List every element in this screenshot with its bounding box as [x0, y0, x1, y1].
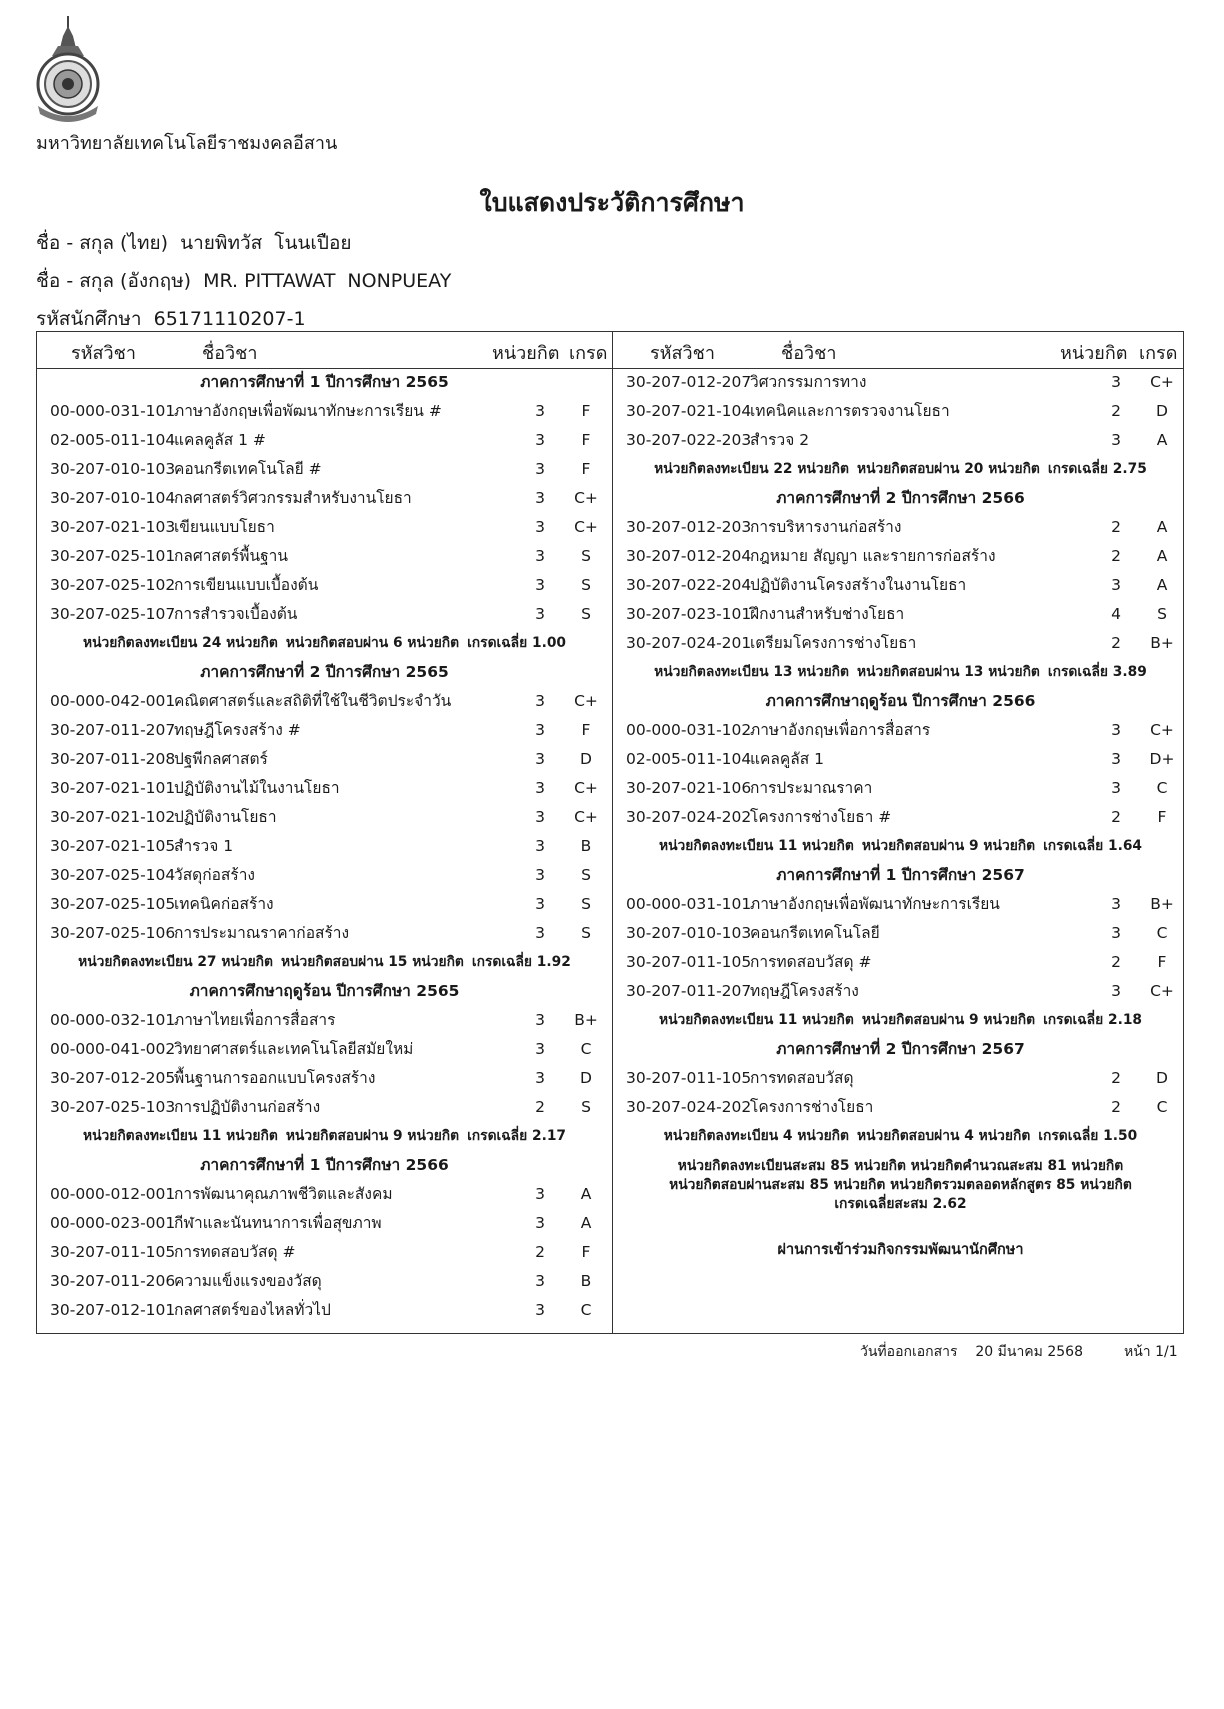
- course-name: พื้นฐานการออกแบบโครงสร้าง: [174, 1069, 376, 1087]
- course-row: [613, 803, 1188, 832]
- course-code: 30-207-025-107: [50, 605, 176, 623]
- course-credit: 3: [535, 431, 545, 449]
- course-name: การทดสอบวัสดุ #: [174, 1243, 296, 1261]
- summary-registered: หน่วยกิตลงทะเบียน 11 หน่วยกิต: [658, 838, 854, 854]
- term-header: ภาคการศึกษาที่ 1 ปีการศึกษา 2566: [200, 1156, 449, 1174]
- course-code: 30-207-011-207: [50, 721, 176, 739]
- course-name: ปฐพีกลศาสตร์: [174, 750, 268, 768]
- course-grade: D: [1156, 1069, 1168, 1087]
- course-credit: 3: [535, 1214, 545, 1232]
- cumulative-line-1: หน่วยกิตลงทะเบียนสะสม 85 หน่วยกิต หน่วยกิตคำนวณสะสม 81 หน่วยกิต: [677, 1158, 1124, 1174]
- course-code: 30-207-012-207: [626, 373, 752, 391]
- course-row: [37, 1209, 612, 1238]
- course-credit: 3: [535, 605, 545, 623]
- course-name: กลศาสตร์พื้นฐาน: [174, 547, 288, 565]
- course-grade: A: [1156, 576, 1168, 594]
- course-credit: 2: [1111, 1069, 1121, 1087]
- course-code: 30-207-025-101: [50, 547, 176, 565]
- course-grade: B+: [1150, 895, 1174, 913]
- summary-registered: หน่วยกิตลงทะเบียน 11 หน่วยกิต: [82, 1128, 278, 1144]
- name-english-label: ชื่อ - สกุล (อังกฤษ): [36, 270, 192, 292]
- header-course-code-right: รหัสวิชา: [650, 343, 715, 364]
- course-row: [37, 1267, 612, 1296]
- course-credit: 3: [1111, 750, 1121, 768]
- term-summary: [613, 1122, 1188, 1151]
- course-code: 30-207-012-203: [626, 518, 752, 536]
- course-grade: S: [581, 866, 591, 884]
- course-code: 00-000-023-001: [50, 1214, 176, 1232]
- course-row: [37, 1238, 612, 1267]
- course-credit: 2: [1111, 808, 1121, 826]
- course-code: 30-207-010-103: [50, 460, 176, 478]
- term-header: ภาคการศึกษาที่ 1 ปีการศึกษา 2565: [200, 373, 449, 391]
- course-grade: F: [1157, 953, 1167, 971]
- course-grade: C+: [574, 489, 598, 507]
- course-code: 30-207-021-105: [50, 837, 176, 855]
- course-row: [613, 948, 1188, 977]
- course-credit: 2: [535, 1098, 545, 1116]
- course-grade: D: [1156, 402, 1168, 420]
- summary-gpa: เกรดเฉลี่ย 2.75: [1047, 461, 1147, 477]
- term-header: ภาคการศึกษาที่ 2 ปีการศึกษา 2567: [776, 1040, 1025, 1058]
- course-row: [37, 1093, 612, 1122]
- cumulative-summary: [613, 1157, 1188, 1214]
- summary-gpa: เกรดเฉลี่ย 3.89: [1047, 664, 1147, 680]
- course-name: การทดสอบวัสดุ #: [750, 953, 872, 971]
- course-code: 30-207-021-102: [50, 808, 176, 826]
- course-name: เทคนิคก่อสร้าง: [174, 895, 274, 913]
- course-grade: C+: [574, 808, 598, 826]
- course-credit: 2: [1111, 402, 1121, 420]
- table-header-row: [37, 332, 1183, 369]
- course-credit: 3: [1111, 431, 1121, 449]
- course-credit: 3: [535, 924, 545, 942]
- course-row: [613, 1064, 1188, 1093]
- course-row: [613, 774, 1188, 803]
- course-credit: 3: [1111, 373, 1121, 391]
- document-title: ใบแสดงประวัติการศึกษา: [479, 188, 745, 217]
- course-name: วิทยาศาสตร์และเทคโนโลยีสมัยใหม่: [174, 1040, 414, 1058]
- summary-passed: หน่วยกิตสอบผ่าน 13 หน่วยกิต: [857, 664, 1040, 680]
- course-name: กีฬาและนันทนาการเพื่อสุขภาพ: [174, 1214, 382, 1232]
- course-code: 30-207-010-104: [50, 489, 176, 507]
- course-name: การประมาณราคา: [750, 779, 873, 797]
- course-credit: 3: [535, 547, 545, 565]
- term-header: ภาคการศึกษาที่ 2 ปีการศึกษา 2565: [200, 663, 449, 681]
- course-grade: C: [1156, 779, 1168, 797]
- course-row: [37, 919, 612, 948]
- course-name: ภาษาไทยเพื่อการสื่อสาร: [174, 1011, 336, 1029]
- course-credit: 2: [1111, 547, 1121, 565]
- header-course-code: รหัสวิชา: [71, 343, 136, 364]
- course-grade: S: [581, 547, 591, 565]
- summary-passed: หน่วยกิตสอบผ่าน 4 หน่วยกิต: [857, 1128, 1031, 1144]
- course-name: แคลคูลัส 1 #: [174, 431, 266, 449]
- course-grade: A: [1156, 547, 1168, 565]
- course-credit: 3: [535, 866, 545, 884]
- term-summary: [37, 948, 612, 977]
- course-name: คณิตศาสตร์และสถิติที่ใช้ในชีวิตประจำวัน: [174, 692, 452, 710]
- course-grade: B: [580, 1272, 592, 1290]
- student-name-english: [36, 266, 451, 296]
- course-grade: C+: [574, 779, 598, 797]
- course-grade: C: [580, 1040, 592, 1058]
- course-name: สำรวจ 2: [750, 431, 810, 449]
- course-name: ภาษาอังกฤษเพื่อพัฒนาทักษะการเรียน: [750, 895, 1000, 913]
- summary-registered: หน่วยกิตลงทะเบียน 22 หน่วยกิต: [654, 461, 849, 477]
- summary-gpa: เกรดเฉลี่ย 1.50: [1038, 1128, 1138, 1144]
- summary-gpa: เกรดเฉลี่ย 1.92: [471, 954, 571, 970]
- summary-gpa: เกรดเฉลี่ย 1.64: [1043, 838, 1143, 854]
- course-grade: A: [1156, 431, 1168, 449]
- cumulative-line-3: เกรดเฉลี่ยสะสม 2.62: [834, 1196, 967, 1212]
- course-name: เขียนแบบโยธา: [174, 518, 275, 536]
- course-row: [37, 745, 612, 774]
- course-row: [37, 513, 612, 542]
- header-course-name: ชื่อวิชา: [202, 343, 258, 364]
- course-grade: S: [581, 895, 591, 913]
- course-code: 00-000-012-001: [50, 1185, 176, 1203]
- course-grade: F: [581, 1243, 591, 1261]
- transcript-table: [36, 331, 1184, 1334]
- course-credit: 3: [535, 489, 545, 507]
- course-code: 00-000-031-102: [626, 721, 752, 739]
- header-credit: หน่วยกิต: [492, 343, 560, 364]
- term-header: ภาคการศึกษาฤดูร้อน ปีการศึกษา 2566: [765, 692, 1036, 710]
- term-header: ภาคการศึกษาที่ 2 ปีการศึกษา 2566: [776, 489, 1025, 507]
- course-credit: 3: [535, 1011, 545, 1029]
- course-credit: 3: [535, 1069, 545, 1087]
- course-row: [37, 832, 612, 861]
- course-grade: C+: [574, 692, 598, 710]
- course-credit: 3: [535, 1040, 545, 1058]
- course-code: 30-207-021-103: [50, 518, 176, 536]
- course-name: การพัฒนาคุณภาพชีวิตและสังคม: [174, 1185, 393, 1203]
- course-name: การประมาณราคาก่อสร้าง: [174, 924, 350, 942]
- course-name: ปฏิบัติงานไม้ในงานโยธา: [174, 779, 340, 797]
- course-grade: C+: [574, 518, 598, 536]
- summary-registered: หน่วยกิตลงทะเบียน 24 หน่วยกิต: [82, 635, 278, 651]
- issue-date-label: วันที่ออกเอกสาร: [860, 1344, 958, 1360]
- course-code: 00-000-031-101: [626, 895, 752, 913]
- course-row: [37, 1296, 612, 1325]
- term-summary: [37, 629, 612, 658]
- term-header: ภาคการศึกษาที่ 1 ปีการศึกษา 2567: [776, 866, 1025, 884]
- course-row: [613, 542, 1188, 571]
- course-name: การเขียนแบบเบื้องต้น: [174, 576, 319, 594]
- course-credit: 3: [1111, 576, 1121, 594]
- course-code: 02-005-011-104: [50, 431, 176, 449]
- course-grade: D+: [1149, 750, 1175, 768]
- course-credit: 3: [535, 750, 545, 768]
- course-credit: 3: [1111, 779, 1121, 797]
- course-row: [613, 919, 1188, 948]
- course-credit: 3: [535, 692, 545, 710]
- course-credit: 3: [535, 402, 545, 420]
- header-grade: เกรด: [569, 343, 608, 364]
- issue-date: [860, 1341, 1083, 1363]
- course-code: 30-207-022-203: [626, 431, 752, 449]
- course-name: ภาษาอังกฤษเพื่อการสื่อสาร: [750, 721, 931, 739]
- course-grade: B: [580, 837, 592, 855]
- summary-gpa: เกรดเฉลี่ย 2.18: [1043, 1012, 1143, 1028]
- course-row: [613, 571, 1188, 600]
- course-grade: S: [581, 605, 591, 623]
- course-row: [37, 455, 612, 484]
- course-code: 02-005-011-104: [626, 750, 752, 768]
- course-grade: S: [581, 924, 591, 942]
- course-code: 30-207-024-202: [626, 1098, 752, 1116]
- course-grade: C: [1156, 1098, 1168, 1116]
- activity-note: ผ่านการเข้าร่วมกิจกรรมพัฒนานักศึกษา: [777, 1242, 1024, 1258]
- summary-registered: หน่วยกิตลงทะเบียน 27 หน่วยกิต: [78, 954, 273, 970]
- course-name: การสำรวจเบื้องต้น: [174, 605, 298, 623]
- course-name: ฝึกงานสำหรับช่างโยธา: [750, 605, 905, 623]
- summary-passed: หน่วยกิตสอบผ่าน 20 หน่วยกิต: [857, 461, 1040, 477]
- course-grade: F: [1157, 808, 1167, 826]
- name-thai-label: ชื่อ - สกุล (ไทย): [36, 232, 169, 254]
- course-code: 30-207-012-205: [50, 1069, 176, 1087]
- name-thai-first: นายพิทวัส: [180, 232, 263, 254]
- student-id-label: รหัสนักศึกษา: [36, 308, 142, 330]
- course-grade: S: [581, 1098, 591, 1116]
- course-name: กลศาสตร์ของไหลทั่วไป: [174, 1301, 331, 1319]
- course-row: [613, 1093, 1188, 1122]
- university-emblem-logo: [32, 14, 104, 122]
- summary-registered: หน่วยกิตลงทะเบียน 11 หน่วยกิต: [658, 1012, 854, 1028]
- course-credit: 3: [1111, 895, 1121, 913]
- course-row: [37, 774, 612, 803]
- issue-date-value: 20 มีนาคม 2568: [975, 1344, 1083, 1360]
- right-column: [613, 368, 1188, 1261]
- left-column: [37, 368, 612, 1325]
- course-row: [37, 1006, 612, 1035]
- term-summary: [613, 1006, 1188, 1035]
- course-name: วัสดุก่อสร้าง: [174, 866, 255, 884]
- student-id-line: [36, 304, 306, 334]
- course-code: 30-207-011-208: [50, 750, 176, 768]
- term-summary: [613, 658, 1188, 687]
- term-summary: [37, 1122, 612, 1151]
- course-credit: 2: [1111, 518, 1121, 536]
- course-code: 30-207-025-105: [50, 895, 176, 913]
- course-name: วิศวกรรมการทาง: [750, 373, 867, 391]
- course-code: 30-207-011-207: [626, 982, 752, 1000]
- course-grade: A: [580, 1185, 592, 1203]
- course-code: 30-207-025-106: [50, 924, 176, 942]
- page-number: หน้า 1/1: [1124, 1344, 1178, 1360]
- course-credit: 3: [535, 808, 545, 826]
- course-row: [37, 890, 612, 919]
- course-code: 30-207-010-103: [626, 924, 752, 942]
- course-code: 30-207-024-202: [626, 808, 752, 826]
- course-name: ปฏิบัติงานโครงสร้างในงานโยธา: [750, 576, 967, 594]
- course-row: [37, 571, 612, 600]
- summary-passed: หน่วยกิตสอบผ่าน 6 หน่วยกิต: [285, 635, 460, 651]
- summary-gpa: เกรดเฉลี่ย 1.00: [467, 635, 567, 651]
- course-credit: 2: [535, 1243, 545, 1261]
- course-code: 30-207-011-206: [50, 1272, 176, 1290]
- right-column-rows: [613, 368, 1188, 1151]
- course-row: [613, 716, 1188, 745]
- course-row: [613, 977, 1188, 1006]
- course-credit: 3: [535, 1301, 545, 1319]
- course-row: [37, 484, 612, 513]
- course-name: ปฏิบัติงานโยธา: [174, 808, 277, 826]
- course-code: 00-000-042-001: [50, 692, 176, 710]
- course-name: การปฏิบัติงานก่อสร้าง: [174, 1098, 321, 1116]
- student-id-value: 65171110207-1: [153, 308, 306, 330]
- summary-passed: หน่วยกิตสอบผ่าน 9 หน่วยกิต: [285, 1128, 460, 1144]
- course-code: 30-207-023-101: [626, 605, 752, 623]
- course-credit: 2: [1111, 953, 1121, 971]
- course-name: ความแข็งแรงของวัสดุ: [174, 1272, 322, 1290]
- course-name: คอนกรีตเทคโนโลยี #: [174, 460, 322, 478]
- course-name: โครงการช่างโยธา #: [750, 808, 892, 826]
- course-row: [37, 1035, 612, 1064]
- summary-registered: หน่วยกิตลงทะเบียน 13 หน่วยกิต: [654, 664, 849, 680]
- course-grade: F: [581, 721, 591, 739]
- course-credit: 3: [1111, 721, 1121, 739]
- course-grade: D: [580, 1069, 592, 1087]
- course-credit: 3: [535, 1185, 545, 1203]
- course-row: [613, 368, 1188, 397]
- term-summary: [613, 455, 1188, 484]
- course-grade: S: [581, 576, 591, 594]
- course-grade: C+: [1150, 982, 1174, 1000]
- course-credit: 3: [535, 721, 545, 739]
- course-row: [37, 861, 612, 890]
- course-name: สำรวจ 1: [174, 837, 234, 855]
- course-code: 30-207-022-204: [626, 576, 752, 594]
- course-name: ทฤษฎีโครงสร้าง #: [174, 721, 301, 739]
- summary-passed: หน่วยกิตสอบผ่าน 9 หน่วยกิต: [861, 1012, 1036, 1028]
- course-credit: 3: [1111, 924, 1121, 942]
- course-grade: F: [581, 431, 591, 449]
- course-grade: S: [1157, 605, 1167, 623]
- course-grade: D: [580, 750, 592, 768]
- course-row: [613, 745, 1188, 774]
- course-code: 30-207-011-105: [50, 1243, 176, 1261]
- summary-passed: หน่วยกิตสอบผ่าน 9 หน่วยกิต: [861, 838, 1036, 854]
- course-row: [37, 1064, 612, 1093]
- course-code: 30-207-021-101: [50, 779, 176, 797]
- course-credit: 2: [1111, 634, 1121, 652]
- course-name: ทฤษฎีโครงสร้าง: [750, 982, 859, 1000]
- course-row: [613, 513, 1188, 542]
- course-grade: F: [581, 460, 591, 478]
- course-grade: C+: [1150, 373, 1174, 391]
- name-thai-last: โนนเปือย: [274, 232, 352, 254]
- course-row: [37, 542, 612, 571]
- course-name: โครงการช่างโยธา: [750, 1098, 874, 1116]
- course-grade: C: [1156, 924, 1168, 942]
- course-row: [37, 687, 612, 716]
- course-name: คอนกรีตเทคโนโลยี: [750, 924, 880, 942]
- course-code: 30-207-021-104: [626, 402, 752, 420]
- course-grade: F: [581, 402, 591, 420]
- student-name-thai: [36, 228, 352, 258]
- course-grade: B+: [574, 1011, 598, 1029]
- course-name: เทคนิคและการตรวจงานโยธา: [750, 402, 950, 420]
- course-name: การบริหารงานก่อสร้าง: [750, 518, 902, 536]
- course-code: 30-207-025-102: [50, 576, 176, 594]
- term-summary: [613, 832, 1188, 861]
- course-code: 30-207-024-201: [626, 634, 752, 652]
- course-name: กฎหมาย สัญญา และรายการก่อสร้าง: [750, 547, 996, 565]
- course-grade: C+: [1150, 721, 1174, 739]
- course-grade: B+: [1150, 634, 1174, 652]
- course-name: เตรียมโครงการช่างโยธา: [750, 634, 917, 652]
- course-name: ภาษาอังกฤษเพื่อพัฒนาทักษะการเรียน #: [174, 402, 442, 420]
- course-credit: 2: [1111, 1098, 1121, 1116]
- course-name: แคลคูลัส 1: [750, 750, 824, 768]
- course-credit: 3: [535, 779, 545, 797]
- course-credit: 3: [1111, 982, 1121, 1000]
- course-row: [37, 716, 612, 745]
- course-code: 30-207-012-204: [626, 547, 752, 565]
- course-grade: C: [580, 1301, 592, 1319]
- course-credit: 3: [535, 895, 545, 913]
- course-row: [613, 629, 1188, 658]
- course-row: [37, 803, 612, 832]
- course-credit: 3: [535, 1272, 545, 1290]
- name-english-first: MR. PITTAWAT: [203, 270, 336, 292]
- header-course-name-right: ชื่อวิชา: [781, 343, 837, 364]
- course-credit: 3: [535, 837, 545, 855]
- course-row: [37, 600, 612, 629]
- course-row: [37, 1180, 612, 1209]
- course-code: 00-000-041-002: [50, 1040, 176, 1058]
- course-credit: 3: [535, 576, 545, 594]
- course-code: 30-207-011-105: [626, 1069, 752, 1087]
- course-grade: A: [1156, 518, 1168, 536]
- course-credit: 3: [535, 460, 545, 478]
- summary-gpa: เกรดเฉลี่ย 2.17: [467, 1128, 567, 1144]
- course-credit: 4: [1111, 605, 1121, 623]
- course-row: [37, 426, 612, 455]
- course-credit: 3: [535, 518, 545, 536]
- course-code: 00-000-031-101: [50, 402, 176, 420]
- name-english-last: NONPUEAY: [347, 270, 452, 292]
- university-name: มหาวิทยาลัยเทคโนโลยีราชมงคลอีสาน: [36, 133, 338, 154]
- course-name: การทดสอบวัสดุ: [750, 1069, 854, 1087]
- course-name: กลศาสตร์วิศวกรรมสำหรับงานโยธา: [174, 489, 412, 507]
- summary-registered: หน่วยกิตลงทะเบียน 4 หน่วยกิต: [663, 1128, 849, 1144]
- course-code: 30-207-025-103: [50, 1098, 176, 1116]
- course-row: [613, 600, 1188, 629]
- course-code: 30-207-021-106: [626, 779, 752, 797]
- term-header: ภาคการศึกษาฤดูร้อน ปีการศึกษา 2565: [189, 982, 460, 1000]
- course-row: [613, 426, 1188, 455]
- header-credit-right: หน่วยกิต: [1060, 343, 1128, 364]
- course-row: [37, 397, 612, 426]
- cumulative-line-2: หน่วยกิตสอบผ่านสะสม 85 หน่วยกิต หน่วยกิตรวมตลอดหลักสูตร 85 หน่วยกิต: [669, 1177, 1132, 1193]
- course-row: [613, 397, 1188, 426]
- summary-passed: หน่วยกิตสอบผ่าน 15 หน่วยกิต: [281, 954, 464, 970]
- header-grade-right: เกรด: [1139, 343, 1178, 364]
- course-code: 00-000-032-101: [50, 1011, 176, 1029]
- course-code: 30-207-011-105: [626, 953, 752, 971]
- course-code: 30-207-025-104: [50, 866, 176, 884]
- course-code: 30-207-012-101: [50, 1301, 176, 1319]
- course-grade: A: [580, 1214, 592, 1232]
- course-row: [613, 890, 1188, 919]
